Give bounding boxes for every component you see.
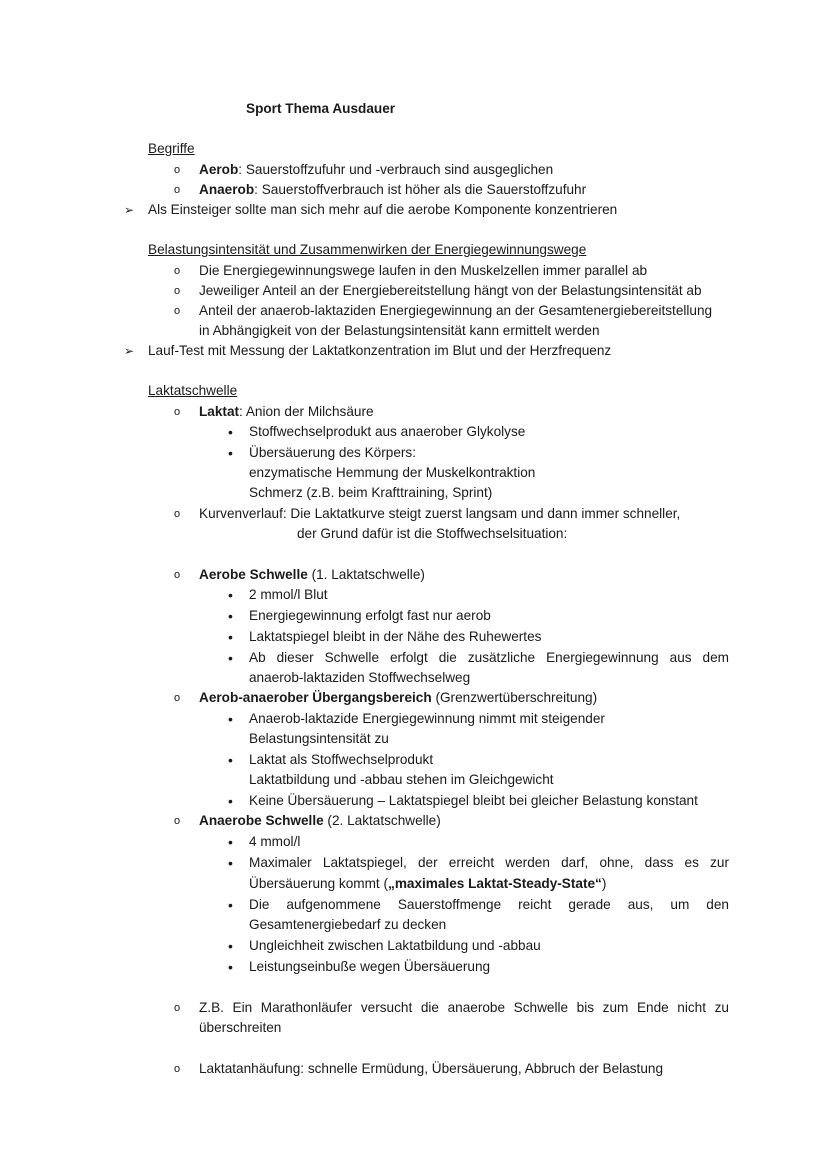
list-item-continued: in Abhängigkeit von der Belastungsintensität kann ermittelt werden [199,323,600,338]
sub-list-item: Anaerob-laktazide Energiegewinnung nimmt mit steigender [249,711,605,726]
sub-list-item: Die aufgenommene Sauerstoffmenge reicht gerade aus, um den [249,897,729,912]
bullet-icon: • [228,897,233,913]
bullet-icon: • [228,608,233,624]
sub-list-item-continued: anaerob-laktaziden Stoffwechselweg [249,670,471,685]
text-aerobe-schwelle: (1. Laktatschwelle) [307,567,425,582]
sub-list-item-continued [249,875,606,893]
circle-bullet-icon: o [174,692,181,704]
term-laktat: Laktat [199,404,240,419]
list-item-anaerobe-schwelle [199,812,441,830]
bullet-icon: • [228,711,233,727]
circle-bullet-icon: o [174,164,181,176]
heading-begriffe: Begriffe [148,141,195,156]
page-title: Sport Thema Ausdauer [246,101,396,116]
text-anaerobe-schwelle: (2. Laktatschwelle) [323,813,441,828]
list-item: Jeweiliger Anteil an der Energiebereitstellung hängt von der Belastungsintensität ab [199,283,702,298]
bullet-icon: • [228,650,233,666]
circle-bullet-icon: o [174,1063,181,1075]
sub-list-item-continued: Schmerz (z.B. beim Krafttraining, Sprint) [249,485,493,500]
list-item-continued: überschreiten [199,1020,282,1035]
term-anaerobe-schwelle: Anaerobe Schwelle [199,813,324,828]
bullet-icon: • [228,445,233,461]
circle-bullet-icon: o [174,406,181,418]
list-item-marathon: Z.B. Ein Marathonläufer versucht die anaerobe Schwelle bis zum Ende nicht zu [199,1000,729,1015]
term-aerob: Aerob [199,162,239,177]
conclusion-einsteiger: Als Einsteiger sollte man sich mehr auf die aerobe Komponente konzentrieren [148,202,618,217]
sub-list-item: Laktatspiegel bleibt in der Nähe des Ruhewertes [249,629,542,644]
circle-bullet-icon: o [174,1002,181,1014]
text-part: Übersäuerung kommt ( [249,876,389,891]
list-item-aerob [199,161,553,179]
list-item-kurvenverlauf: Kurvenverlauf: Die Laktatkurve steigt zuerst langsam und dann immer schneller, [199,506,681,521]
circle-bullet-icon: o [174,508,181,520]
list-item-aerobe-schwelle [199,566,425,584]
sub-list-item: Ungleichheit zwischen Laktatbildung und -abbau [249,938,541,953]
term-anaerob: Anaerob [199,182,255,197]
conclusion-lauf-test: Lauf-Test mit Messung der Laktatkonzentration im Blut und der Herzfrequenz [148,343,612,358]
sub-list-item-continued: Laktatbildung und -abbau stehen im Gleichgewicht [249,772,554,787]
circle-bullet-icon: o [174,305,181,317]
bullet-icon: • [228,938,233,954]
sub-list-item: Ab dieser Schwelle erfolgt die zusätzliche Energiegewinnung aus dem [249,650,729,665]
bullet-icon: • [228,793,233,809]
bullet-icon: • [228,752,233,768]
arrow-bullet-icon: ➢ [124,203,135,217]
sub-list-item-continued: Gesamtenergiebedarf zu decken [249,917,447,932]
sub-list-item: Übersäuerung des Körpers: [249,445,416,460]
circle-bullet-icon: o [174,184,181,196]
sub-list-item-continued: enzymatische Hemmung der Muskelkontraktion [249,465,536,480]
sub-list-item: 4 mmol/l [249,834,301,849]
list-item-continued: der Grund dafür ist die Stoffwechselsituation: [297,526,568,541]
list-item-laktatanhaeufung: Laktatanhäufung: schnelle Ermüdung, Übersäuerung, Abbruch der Belastung [199,1061,664,1076]
bullet-icon: • [228,424,233,440]
text-laktat: : Anion der Milchsäure [239,404,374,419]
bullet-icon: • [228,855,233,871]
list-item: Anteil der anaerob-laktaziden Energiegewinnung an der Gesamtenergiebereitstellung [199,303,713,318]
heading-belastungsintensitaet: Belastungsintensität und Zusammenwirken der Energiegewinnungswege [148,242,587,257]
bullet-icon: • [228,587,233,603]
term-aerobe-schwelle: Aerobe Schwelle [199,567,308,582]
term-steady-state: „maximales Laktat-Steady-State“ [388,876,602,891]
text-part: ) [601,876,607,891]
sub-list-item: 2 mmol/l Blut [249,587,328,602]
list-item-laktat [199,403,374,421]
bullet-icon: • [228,629,233,645]
bullet-icon: • [228,959,233,975]
circle-bullet-icon: o [174,569,181,581]
list-item-anaerob [199,181,586,199]
arrow-bullet-icon: ➢ [124,344,135,358]
heading-laktatschwelle: Laktatschwelle [148,383,238,398]
bullet-icon: • [228,834,233,850]
sub-list-item: Laktat als Stoffwechselprodukt [249,752,434,767]
list-item-uebergangsbereich [199,689,597,707]
text-anaerob: : Sauerstoffverbrauch ist höher als die Sauerstoffzufuhr [254,182,587,197]
sub-list-item-continued: Belastungsintensität zu [249,731,389,746]
sub-list-item: Energiegewinnung erfolgt fast nur aerob [249,608,491,623]
sub-list-item: Stoffwechselprodukt aus anaerober Glykolyse [249,424,526,439]
sub-list-item: Maximaler Laktatspiegel, der erreicht werden darf, ohne, dass es zur [249,855,729,870]
sub-list-item: Leistungseinbuße wegen Übersäuerung [249,959,491,974]
sub-list-item: Keine Übersäuerung – Laktatspiegel bleibt bei gleicher Belastung konstant [249,793,698,808]
text-aerob: : Sauerstoffzufuhr und -verbrauch sind ausgeglichen [238,162,554,177]
circle-bullet-icon: o [174,285,181,297]
circle-bullet-icon: o [174,265,181,277]
text-uebergangsbereich: (Grenzwertüberschreitung) [431,690,598,705]
circle-bullet-icon: o [174,815,181,827]
term-uebergangsbereich: Aerob-anaerober Übergangsbereich [199,690,432,705]
list-item: Die Energiegewinnungswege laufen in den Muskelzellen immer parallel ab [199,263,648,278]
